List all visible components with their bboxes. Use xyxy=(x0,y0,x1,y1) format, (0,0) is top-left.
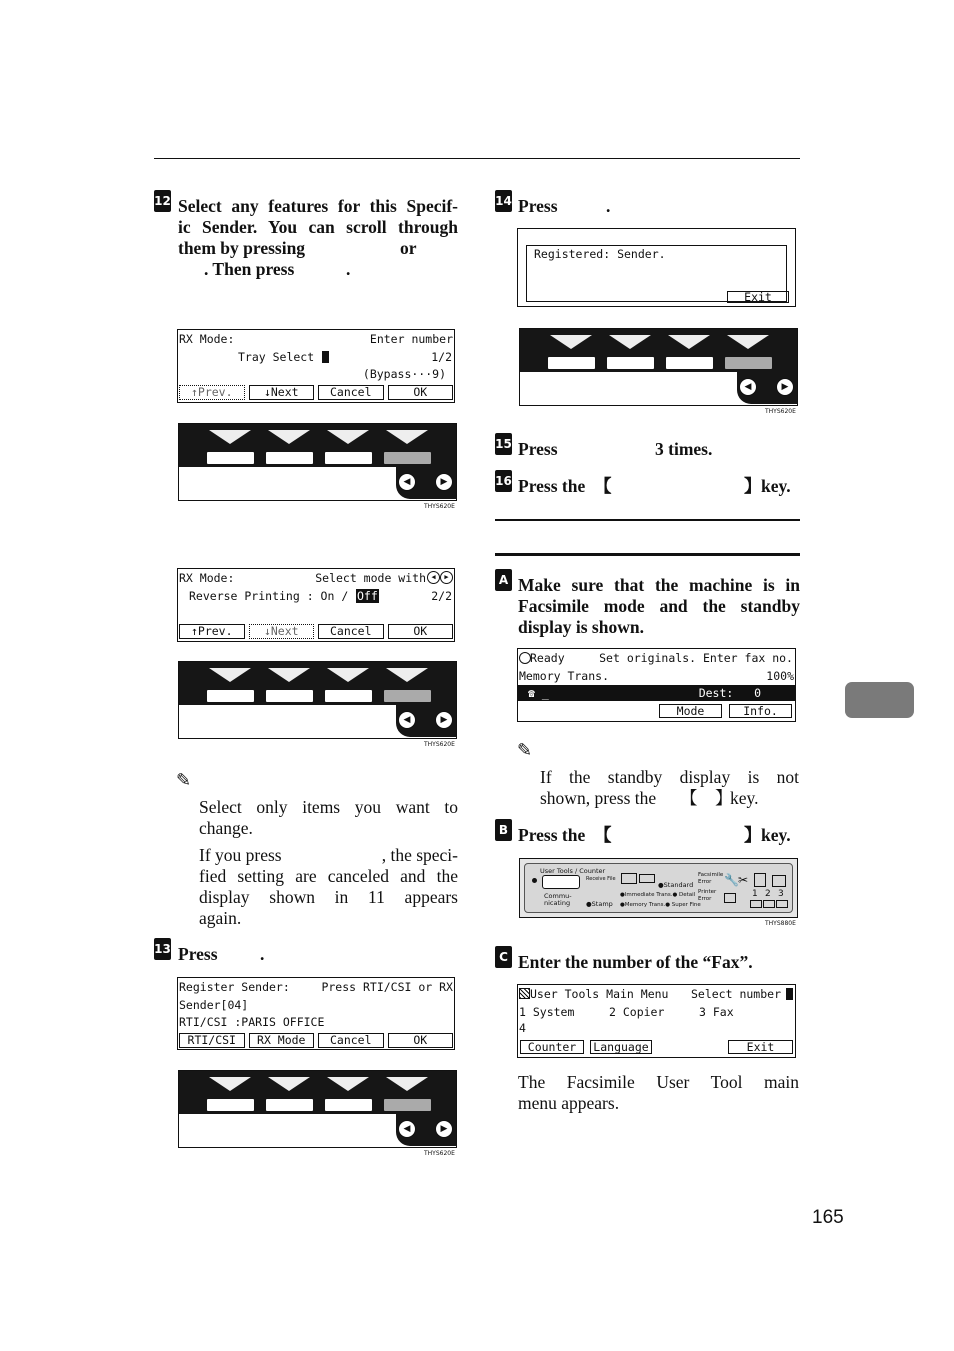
note-text: Select only items you want to change. If you press , the speci- fied setting are canceled and the display shown in 11 appears again. xyxy=(199,797,458,928)
receive-file-icon xyxy=(621,873,637,884)
left-arrow-icon[interactable]: ◀ xyxy=(739,378,757,396)
selection-key[interactable] xyxy=(207,690,254,702)
header-rule xyxy=(154,158,800,159)
tray-1-icon xyxy=(750,900,762,908)
prev-button[interactable]: ↑Prev. xyxy=(179,385,245,400)
selection-key[interactable] xyxy=(548,357,595,369)
selection-key[interactable] xyxy=(266,1099,313,1111)
section-start-rule xyxy=(495,553,800,556)
note-pencil-icon: ✎ xyxy=(517,740,533,761)
right-arrow-icon[interactable]: ▶ xyxy=(776,378,794,396)
off-highlight: Off xyxy=(357,589,378,603)
figure-code: THYS880E xyxy=(765,920,796,927)
tray-2-icon xyxy=(763,900,775,908)
step-13-number: 13 xyxy=(154,938,171,960)
step-a-number: A xyxy=(495,569,512,591)
exit-button[interactable]: Exit xyxy=(728,1040,793,1054)
stapler-icon xyxy=(724,893,736,903)
ok-button[interactable]: OK xyxy=(388,385,454,400)
step-12-text: Select any features for this Specif- ic Sender. You can scroll through them by pressing or . Then press . xyxy=(178,196,458,279)
rx-mode-button[interactable]: RX Mode xyxy=(249,1033,315,1048)
step-16-number: 16 xyxy=(495,470,512,492)
selection-key[interactable] xyxy=(325,452,372,464)
menu-icon xyxy=(519,988,530,999)
language-button[interactable]: Language xyxy=(590,1040,652,1054)
left-arrow-icon[interactable]: ◀ xyxy=(398,711,416,729)
left-arrow-icon[interactable]: ◀ xyxy=(398,1120,416,1138)
down-arrow-icon xyxy=(268,430,310,444)
ok-button[interactable]: OK xyxy=(388,1033,454,1048)
down-arrow-icon xyxy=(386,668,428,682)
exit-button[interactable]: Exit xyxy=(727,291,789,303)
step-13-text: Press . xyxy=(178,944,265,964)
rti-csi-button[interactable]: RTI/CSI xyxy=(179,1033,245,1048)
down-arrow-icon xyxy=(268,1077,310,1091)
down-arrow-icon xyxy=(609,335,651,349)
figure-code: THYS620E xyxy=(424,741,455,748)
paper-icon: ✂ xyxy=(738,873,749,887)
lcd-rx-mode-tray: RX Mode: Enter number Tray Select 1/2 (Bypass···9) ↑Prev. ↓Next Cancel OK xyxy=(177,329,455,403)
cancel-button[interactable]: Cancel xyxy=(318,385,384,400)
info-button[interactable]: Info. xyxy=(729,704,792,718)
left-arrow-icon: ◀ xyxy=(427,571,440,584)
wrench-icon: 🔧 xyxy=(724,873,739,887)
control-panel-illustration: User Tools / Counter Receive File Commu- nicating ●Stamp ●Standard ●Immediate Trans.● Detail ●Memory Trans.● Super Fine Facsimile Error Printer Error 🔧 ✂ 1 2 3 xyxy=(519,858,798,918)
step-15-text: Press 3 times. xyxy=(518,439,713,459)
ok-button[interactable]: OK xyxy=(388,624,454,639)
next-button[interactable]: ↓Next xyxy=(249,385,315,400)
down-arrow-icon xyxy=(550,335,592,349)
step-15-number: 15 xyxy=(495,433,512,455)
figure-code: THYS620E xyxy=(765,408,796,415)
user-tools-counter-key[interactable] xyxy=(542,875,580,889)
selection-key[interactable] xyxy=(384,1099,431,1111)
down-arrow-icon xyxy=(327,430,369,444)
next-button[interactable]: ↓Next xyxy=(249,624,315,639)
phone-icon: ☎ _ xyxy=(528,686,549,700)
selection-key[interactable] xyxy=(207,1099,254,1111)
left-arrow-icon[interactable]: ◀ xyxy=(398,473,416,491)
lcd-standby: Ready Set originals. Enter fax no. Memory Trans. 100% ☎ _ Dest: 0 Mode Info. xyxy=(517,648,796,722)
step-b-number: B xyxy=(495,819,512,841)
step-c-text: Enter the number of the “Fax”. xyxy=(518,952,753,972)
step-12-number: 12 xyxy=(154,190,171,212)
down-arrow-icon xyxy=(386,430,428,444)
note-pencil-icon: ✎ xyxy=(176,770,192,791)
selection-key[interactable] xyxy=(266,690,313,702)
cancel-button[interactable]: Cancel xyxy=(318,624,384,639)
prev-button[interactable]: ↑Prev. xyxy=(179,624,245,639)
cancel-button[interactable]: Cancel xyxy=(318,1033,384,1048)
right-arrow-icon[interactable]: ▶ xyxy=(435,711,453,729)
selection-key[interactable] xyxy=(325,1099,372,1111)
chapter-tab xyxy=(845,682,914,718)
selection-key[interactable] xyxy=(207,452,254,464)
lcd-rx-mode-reverse: RX Mode: Select mode with ◀ ▶ Reverse Printing : On / Off 2/2 ↑Prev. ↓Next Cancel OK xyxy=(177,568,455,642)
down-arrow-icon xyxy=(209,1077,251,1091)
selection-keys-panel xyxy=(519,328,798,406)
step-16-text: Press the 【 】 key. xyxy=(518,476,791,496)
selection-keys-panel xyxy=(178,1070,457,1148)
section-end-rule xyxy=(495,519,800,521)
figure-code: THYS620E xyxy=(424,503,455,510)
down-arrow-icon xyxy=(727,335,769,349)
right-arrow-icon[interactable]: ▶ xyxy=(435,1120,453,1138)
down-arrow-icon xyxy=(327,668,369,682)
cursor-block xyxy=(786,988,793,1000)
step-14-number: 14 xyxy=(495,190,512,212)
mode-button[interactable]: Mode xyxy=(659,704,722,718)
selection-keys-panel xyxy=(178,423,457,501)
cursor-block xyxy=(322,351,329,363)
right-arrow-icon: ▶ xyxy=(440,571,453,584)
selection-key[interactable] xyxy=(325,690,372,702)
step-14-text: Press . xyxy=(518,196,611,216)
step-c-number: C xyxy=(495,946,512,968)
step-b-text: Press the 【 】 key. xyxy=(518,825,791,845)
figure-code: THYS620E xyxy=(424,1150,455,1157)
down-arrow-icon xyxy=(668,335,710,349)
lcd-register-sender: Register Sender: Press RTI/CSI or RX Sender[04] RTI/CSI :PARIS OFFICE RTI/CSI RX Mode Cancel OK xyxy=(177,977,455,1050)
right-arrow-icon[interactable]: ▶ xyxy=(435,473,453,491)
note-text-2: If the standby display is not shown, press the 【 】 key. xyxy=(540,767,799,808)
selection-key[interactable] xyxy=(666,357,713,369)
down-arrow-icon xyxy=(386,1077,428,1091)
result-text: The Facsimile User Tool main menu appears. xyxy=(518,1072,799,1113)
tray-3-icon xyxy=(776,900,788,908)
memory-icon xyxy=(639,874,655,883)
toner-icon xyxy=(754,873,766,887)
tray-icon xyxy=(772,875,786,887)
counter-button[interactable]: Counter xyxy=(520,1040,584,1054)
selection-key[interactable] xyxy=(266,452,313,464)
lcd-registered: Registered: Sender. Exit xyxy=(517,228,796,307)
lcd-user-tools-main-menu: User Tools Main Menu Select number 1 System 2 Copier 3 Fax 4 Counter Language Exit xyxy=(517,984,796,1058)
page-number: 165 xyxy=(812,1207,844,1228)
selection-key[interactable] xyxy=(384,452,431,464)
selection-keys-panel xyxy=(178,661,457,739)
selection-key[interactable] xyxy=(607,357,654,369)
indicator-dot xyxy=(532,878,537,883)
selection-key[interactable] xyxy=(384,690,431,702)
down-arrow-icon xyxy=(268,668,310,682)
down-arrow-icon xyxy=(327,1077,369,1091)
step-a-text: Make sure that the machine is in Facsimile mode and the standby display is shown. xyxy=(518,575,800,637)
down-arrow-icon xyxy=(209,668,251,682)
down-arrow-icon xyxy=(209,430,251,444)
selection-key[interactable] xyxy=(725,357,772,369)
